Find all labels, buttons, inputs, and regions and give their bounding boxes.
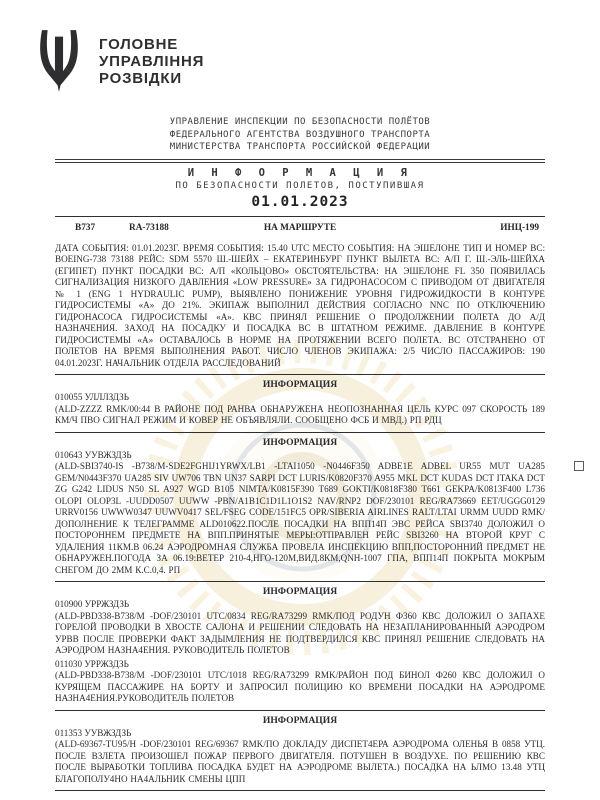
entry-text: (ALD-PBD338-B738/M -DOF/230101 UTC/0834 REG/RA73299 RMK/ПОД РОДУН Ф360 КВС ДОЛОЖИЛ О ЗАПАХЕ ГОРЕЛОЙ ПРОВОДКИ В ХВОСТЕ САЛОНА И РЕШЕНИИ СЛЕДОВАТЬ НА НЕЗАПЛАНИРОВАННЫЙ АЭРОДРОМ УРВВ ПОСЛЕ ПРОВЕРКИ ФАКТ ЗАДЫМЛЕНИЯ НЕ ПОДТВЕРДИЛСЯ КВС ПРИНЯЛ РЕШЕНИЕ СЛЕДОВАТЬ НА АЭРОДРОМ НАЗНА4ЕНИЯ. РУКОВОДИТЕЛЬ ПОЛЕТОВ xyxy=(55,610,545,655)
ministry-line-2: ФЕДЕРАЛЬНОГО АГЕНТСТВА ВОЗДУШНОГО ТРАНСПОРТА xyxy=(169,129,431,140)
information-title: И Н Ф О Р М А Ц И Я xyxy=(187,166,413,179)
entry-code: 011353 УУВЖЗДЗЬ xyxy=(55,727,132,738)
divider xyxy=(55,581,545,582)
trident-logo-icon xyxy=(33,26,85,96)
flight-summary-row xyxy=(55,223,545,238)
entry-text: (ALD-ZZZZ RMK/00:44 В РАЙОНЕ ПОД РАНВА ОБНАРУЖЕНА НЕОПОЗНАННАЯ ЦЕЛЬ КУРС 097 СКОРОСТЬ 189 КМ/Ч ПВО СИГНАЛ РЕЖИМ И КОВЕР НЕ ОБЪЯВЛЯЛИ. СООБЩЕНО ФСБ И МВД.) РП РДЦ xyxy=(55,403,545,425)
gur-org-line-2: УПРАВЛІННЯ xyxy=(99,52,205,70)
gur-org-line-1: ГОЛОВНЕ xyxy=(99,35,179,53)
ministry-line-3: МИНИСТЕРСТВА ТРАНСПОРТА РОССИЙСКОЙ ФЕДЕРАЦИИ xyxy=(169,142,431,152)
section-header: ИНФОРМАЦИЯ xyxy=(262,714,338,726)
gur-letterhead xyxy=(33,0,545,96)
report-date: 01.01.2023 xyxy=(251,193,349,210)
flight-phase: НА МАРШРУТЕ xyxy=(263,222,337,233)
main-incident-report: ДАТА СОБЫТИЯ: 01.01.2023Г. ВРЕМЯ СОБЫТИЯ: 15.40 UTC МЕСТО СОБЫТИЯ: НА ЭШЕЛОНЕ ТИП И НОМЕР ВС: BOEING-738 73188 РЕЙС: SDM 5570 Ш.-ШЕЙХ – ЕКАТЕРИНБУРГ ПУНКТ ВЫЛЕТА ВС: А/П Г. Ш.-ЭЛЬ-ШЕЙХА (ЕГИПЕТ) ПУНКТ ПОСАДКИ ВС: А/П «КОЛЬЦОВО» ОБСТОЯТЕЛЬСТВА: НА ЭШЕЛОНЕ FL 350 ПОЯВИЛАСЬ СИГНАЛИЗАЦИЯ НИЗКОГО ДАВЛЕНИЯ «LOW PRESSURE» ЗА ГИДРОНАСОСОМ С ПРИВОДОМ ОТ ДВИГАТЕЛЯ № 1 (ENG 1 HYDRAULIC PUMP), ВЫЯВЛЕНО ПОНИЖЕНИЕ УРОВНЯ ГИДРОЖИДКОСТИ В КОНТУРЕ ГИДРОСИСТЕМЫ «А» ДО 21%. ЭКИПАЖ ВЫПОЛНИЛ ДЕЙСТВИЯ СОГЛАСНО NNC ПО ОТКЛЮЧЕНИЮ ГИДРОНАСОСА ГИДРОСИСТЕМЫ «А». КВС ПРИНЯЛ РЕШЕНИЕ О ПРОДОЛЖЕНИИ ПОЛЕТА ДО А/Д НАЗНАЧЕНИЯ. ЗАХОД НА ПОСАДКУ И ПОСАДКА ВС В ШТАТНОМ РЕЖИМЕ. ДАВЛЕНИЕ В КОНТУРЕ ГИДРОСИСТЕМЫ «А» ОСТАВАЛОСЬ В НОРМЕ НА ПРОТЯЖЕНИИ ВСЕГО ПОЛЕТА. ВС ОТСТРАНЕНО ОТ ПОЛЕТОВ НА ВРЕМЯ ВЫПОЛНЕНИЯ РАБОТ. ЧИСЛО ЧЛЕНОВ ЭКИПАЖА: 2/5 ЧИСЛО ПАССАЖИРОВ: 190 04.01.2023Г. НАЧАЛЬНИК ОТДЕЛА РАССЛЕДОВАНИЙ xyxy=(55,242,545,368)
gur-org-name xyxy=(99,36,204,87)
divider xyxy=(55,790,545,791)
ministry-line-1: УПРАВЛЕНИЕ ИНСПЕКЦИИ ПО БЕЗОПАСНОСТИ ПОЛЁТОВ xyxy=(169,117,431,127)
entry-code: 010055 УЛЛЛЗДЗЬ xyxy=(55,392,129,402)
information-subtitle: ПО БЕЗОПАСНОСТИ ПОЛЕТОВ, ПОСТУПИВШАЯ xyxy=(175,180,425,191)
empty-checkbox-icon xyxy=(574,461,584,471)
entry-code: 011030 УРРЖЗДЗЬ xyxy=(55,658,129,669)
divider xyxy=(55,710,545,711)
divider xyxy=(55,432,545,433)
ministry-header xyxy=(55,116,545,154)
aircraft-type: В737 xyxy=(75,222,96,233)
entry-code: 010900 УРРЖЗДЗЬ xyxy=(55,599,130,609)
entry-text: (ALD-PBD338-B738/M -DOF/230101 UTC/1018 REG/RA73299 RMK/РАЙОН ПОД БИНОЛ Ф260 КВС ДОЛОЖИЛ О КУРЯЩЕМ ПАССАЖИРЕ НА БОРТУ И ЗАПРОСИЛ ПОЛИЦИЮ КО ВРЕМЕНИ ПОСАДКИ НА АЭРОДРОМЕ НАЗНА4ЕНИЯ.РУКОВОДИТЕЛЬ ПОЛЕТОВ xyxy=(55,670,545,703)
divider xyxy=(55,216,545,217)
gur-org-line-3: РОЗВІДКИ xyxy=(99,69,182,87)
entry-code: 010643 УУВЖЗДЗЬ xyxy=(55,449,132,460)
section-header: ИНФОРМАЦИЯ xyxy=(262,586,338,597)
entry-text: (ALD-SBI3740-IS -B738/M-SDE2FGHIJ1YRWX/LB1 -LTAI1050 -N0446F350 ADBE1E ADBEL UR55 MUT UA285 GEM/N0443F370 UA285 SIV UW706 TBN UN37 SARPI DCT LURIS/K0820F370 A955 MKL DCT KUDAS DCT ITAKA DCT ZG G242 LIDUS N50 SL A927 WGD B105 NIMTA/K0815F390 T689 GOKTI/K0818F380 T661 GEKPA/K0813F400 L736 OLOPI OLOP3L -UUDD0507 UUWW -PBN/A1B1C1D1L1O1S2 NAV/RNP2 DOF/230101 REG/RA73669 EET/UGGG0129 URRV0156 UWWW0347 UUWV0417 SEL/FSEG CODE/151FC5 OPR/SIBERIA AIRLINES RALT/LTAI URMM UUDD RMK/ДОПОЛНЕНИЕ К ТЕЛЕГРАММЕ ALD010622.ПОСЛЕ ПОСАДКИ НА ВПП14П ЭВС РЕЙСА SBI3740 ДОЛОЖИЛ О ПОСТОРОННЕМ ПРЕДМЕТЕ НА ВПП.ПРИНЯТЫЕ МЕРЫ:ОТПРАВЛЕН РЕЙС SBI3260 НА ВТОРОЙ КРУГ С УДАЛЕНИЯ 11КМ.В 06.24 АЭРОДРОМНАЯ СЛУЖБА ПРОВЕЛА ИНСПЕКЦИЮ ВПП,ПОСТОРОННИЙ ПРЕДМЕТ НЕ ОБНАРУЖЕН.ПОГОДА ЗА 06.19:ВЕТЕР 210-4,НГО-120М,ВИД.8КМ,QNH-1007 ГПА, ВПП14П ПОКРЫТА МОКРЫМ СНЕГОМ ДО 2ММ К.С.0,4. РП xyxy=(55,461,545,575)
divider xyxy=(55,374,545,375)
incident-number: ИНЦ-199 xyxy=(500,222,539,233)
section-header: ИНФОРМАЦИЯ xyxy=(262,379,338,390)
entry-text: (ALD-69367-TU95/H -DOF/230101 REG/69367 RMK/ПО ДОКЛАДУ ДИСПЕТ4ЕРА АЭРОДРОМА ОЛЕНЬЯ В 0858 УТЦ. ПОСЛЕ ВЗЛЕТА ПРОИЗОШЕЛ ПОЖАР ПЕРВОГО ДВИГАТЕЛЯ. ПОТУШЕН В ВОЗДУХЕ. ПО РЕШЕНИЮ КВС ПОСЛЕ ВЫРАБОТКИ ТОПЛИВА ПОСАДКА БУДЕТ НА АЭРОДРОМЕ ВЫЛЕТА.) ПОСАДКА НА ЬЛМО 13.48 УТЦ БЛАГОПОЛУ4НО НА4АЛЬНИК СМЕНЫ ЦПП xyxy=(55,739,545,784)
aircraft-registration: RA-73188 xyxy=(129,222,169,233)
double-rule-divider xyxy=(55,159,545,163)
section-header: ИНФОРМАЦИЯ xyxy=(262,436,338,448)
